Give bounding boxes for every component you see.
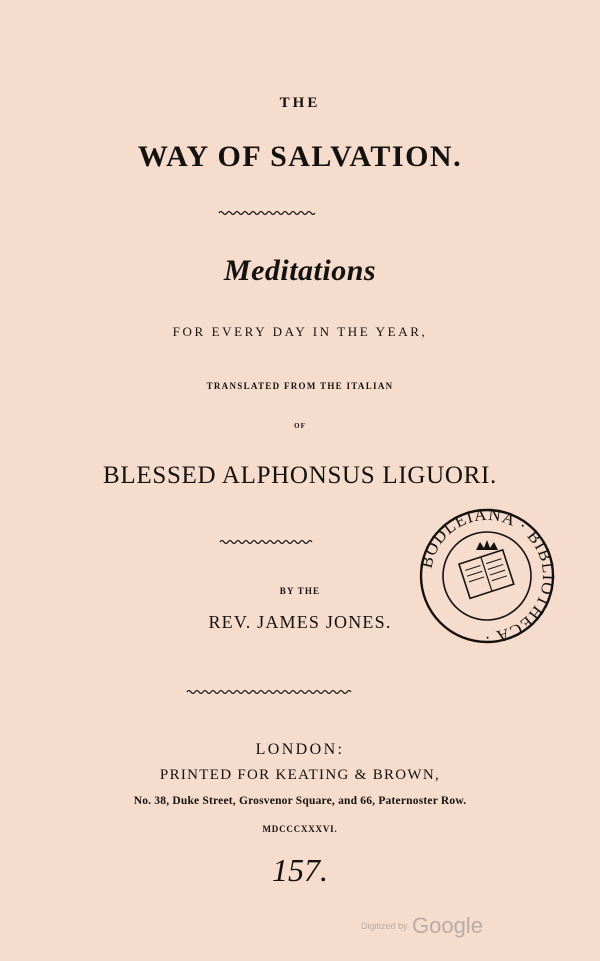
by-the-line: BY THE bbox=[279, 586, 321, 596]
wavy-divider-3 bbox=[185, 687, 355, 697]
translated-line: TRANSLATED FROM THE ITALIAN bbox=[206, 381, 394, 391]
imprint-date: MDCCCXXXVI. bbox=[262, 824, 338, 834]
handwritten-shelfmark: 157. bbox=[272, 852, 328, 888]
imprint-address: No. 38, Duke Street, Grosvenor Square, and 66, Paternoster Row. bbox=[133, 795, 467, 807]
translator-name: REV. JAMES JONES. bbox=[208, 612, 392, 632]
digitized-prefix: Digitized by bbox=[361, 921, 408, 931]
of-line: OF bbox=[294, 422, 306, 430]
wavy-divider bbox=[217, 208, 317, 218]
imprint-publisher: PRINTED FOR KEATING & BROWN, bbox=[159, 767, 441, 783]
digitized-watermark bbox=[361, 913, 483, 939]
imprint-place: LONDON: bbox=[255, 741, 345, 758]
bodleian-stamp bbox=[412, 506, 562, 646]
author-name: BLESSED ALPHONSUS LIGUORI. bbox=[103, 462, 497, 489]
title-prefix: THE bbox=[279, 95, 321, 111]
book-title: WAY OF SALVATION. bbox=[137, 140, 463, 173]
book-icon bbox=[459, 550, 514, 598]
crown-icon bbox=[476, 540, 498, 550]
subtitle-meditations: Meditations bbox=[223, 254, 377, 287]
google-brand: Google bbox=[411, 913, 483, 938]
subtitle-line2: FOR EVERY DAY IN THE YEAR, bbox=[172, 324, 428, 339]
wavy-divider-2 bbox=[218, 537, 314, 547]
stamp-lettering: BODLEIANA · BIBLIOTHECA · bbox=[416, 506, 559, 646]
